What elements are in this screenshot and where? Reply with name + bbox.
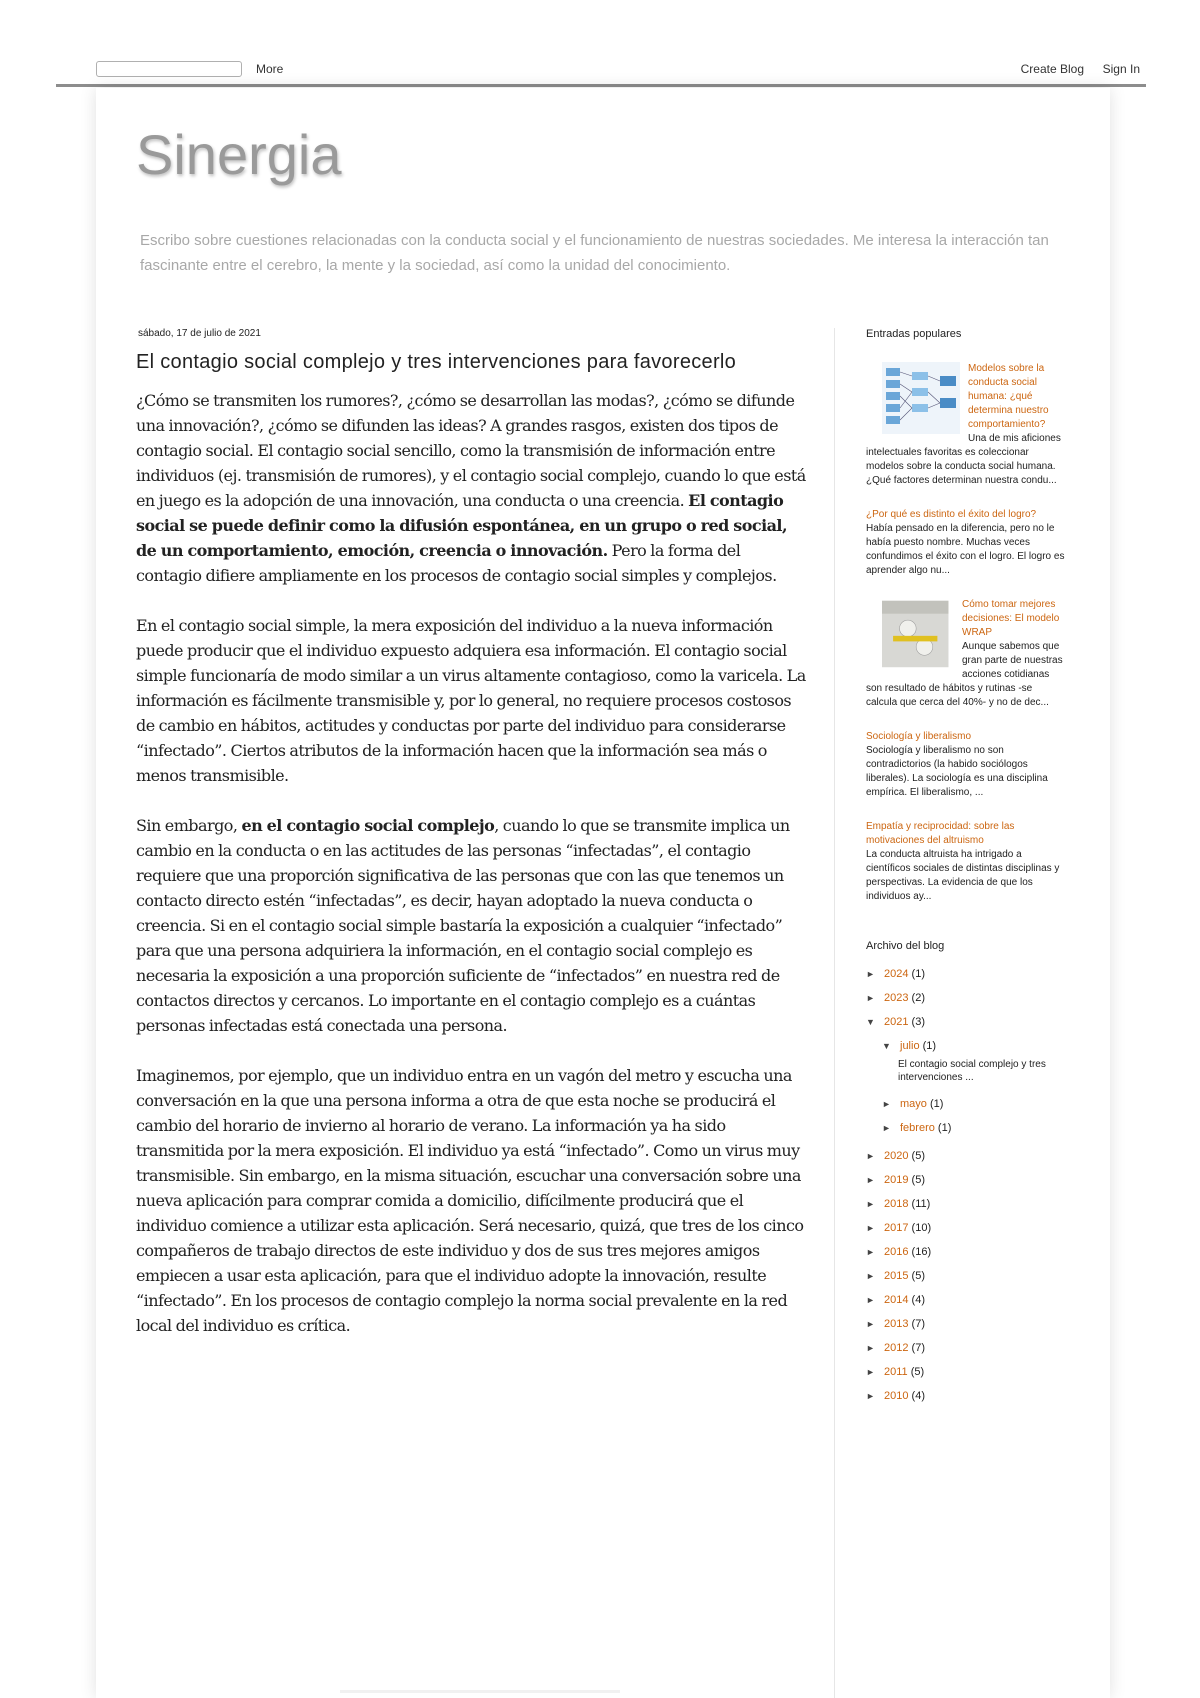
sidebar — [866, 328, 1066, 1408]
paragraph-3: Sin embargo, en el contagio social complejo, cuando lo que se transmite implica un cambio en la conducta o en las actitudes de las personas “infectadas”, el contagio requiere que una proporción significativa de las personas que con las que tenemos un contacto directo estén “infectadas”, es decir, hayan adoptado la nueva conducta o creencia. Si en el contagio social simple bastaría la exposición a cualquier “infectado” para que una persona adquiriera la información, en el contagio social complejo es necesaria la exposición a una proporción suficiente de “infectados” en nuestra red de contactos directos y cercanos. Lo importante en el contagio complejo es a cuántas personas infectadas está conectada una persona. — [136, 816, 790, 1035]
archive-year-link[interactable]: 2013 — [884, 1318, 909, 1330]
archive-year: ► 2012 (7) — [866, 1336, 1066, 1360]
popular-post — [866, 362, 1066, 488]
collapse-toggle-icon[interactable]: ▼ — [882, 1041, 891, 1051]
archive-year-link[interactable]: 2020 — [884, 1150, 909, 1162]
column-divider — [834, 328, 835, 1698]
archive-year-link[interactable]: 2018 — [884, 1198, 909, 1210]
popular-post — [866, 820, 1066, 904]
expand-toggle-icon[interactable]: ► — [866, 1223, 875, 1233]
sign-in-link[interactable]: Sign In — [1102, 62, 1140, 76]
archive-title: Archivo del blog — [866, 940, 945, 952]
paragraph-2: En el contagio social simple, la mera exposición del individuo a la nueva información puede producir que el individuo expuesto adquiera esa información. El contagio social simple funcionaría de modo similar a un virus altamente contagioso, como la varicela. La información es fácilmente transmisible y, por lo general, no requiere procesos costosos de cambio en hábitos, actitudes y conductas por parte del individuo para considerarse “infectado”. Ciertos atributos de la información hacen que la información sea más o menos transmisible. — [136, 616, 806, 785]
popular-post — [866, 730, 1066, 800]
archive-year: ► 2023 (2) — [866, 986, 1066, 1010]
archive-year-link[interactable]: 2014 — [884, 1294, 909, 1306]
archive-year: ► 2018 (11) — [866, 1192, 1066, 1216]
archive-year-link[interactable]: 2016 — [884, 1246, 909, 1258]
create-blog-link[interactable]: Create Blog — [1020, 62, 1084, 76]
search-input[interactable] — [96, 61, 242, 77]
archive-year-link[interactable]: 2015 — [884, 1270, 909, 1282]
archive-year: ► 2011 (5) — [866, 1360, 1066, 1384]
archive-year-link[interactable]: 2023 — [884, 992, 909, 1004]
expand-toggle-icon[interactable]: ► — [866, 1295, 875, 1305]
bold-complex: en el contagio social complejo — [241, 816, 495, 835]
archive-year-link[interactable]: 2012 — [884, 1342, 909, 1354]
archive-year: ► 2010 (4) — [866, 1384, 1066, 1408]
post-title[interactable]: El contagio social complejo y tres intervenciones para favorecerlo — [136, 351, 737, 373]
post-date: sábado, 17 de julio de 2021 — [138, 328, 261, 339]
archive-month-link[interactable]: mayo — [900, 1098, 927, 1110]
expand-toggle-icon[interactable]: ► — [882, 1099, 891, 1109]
expand-toggle-icon[interactable]: ► — [866, 1391, 875, 1401]
blog-title[interactable]: Sinergia — [136, 123, 342, 186]
book-cover-thumbnail[interactable] — [882, 598, 954, 670]
expand-toggle-icon[interactable]: ► — [866, 1343, 875, 1353]
archive-month-link[interactable]: febrero — [900, 1122, 935, 1134]
paragraph-1: ¿Cómo se transmiten los rumores?, ¿cómo se desarrollan las modas?, ¿cómo se difunde una innovación?, ¿cómo se difunden las ideas? A grandes rasgos, existen dos tipos de contagio social. El contagio social sencillo, como la transmisión de información entre individuos (ej. transmisión de rumores), y el contagio social complejo, cuando lo que está en juego es la adopción de una innovación, una conducta o una creencia. El contagio social se puede definir como la difusión espontánea, en un grupo o red social, de un comportamiento, emoción, creencia o innovación. Pero la forma del contagio difiere ampliamente en los procesos de contagio social simples y complejos. — [136, 391, 806, 585]
archive-year-link[interactable]: 2017 — [884, 1222, 909, 1234]
archive-month: ▼ julio (1) — [866, 1034, 1066, 1058]
archive-year: ► 2015 (5) — [866, 1264, 1066, 1288]
main-column — [136, 328, 808, 1363]
archive-month: ► mayo (1) — [866, 1092, 1066, 1116]
popular-post-snippet: Aunque sabemos que gran parte de nuestras acciones cotidianas son resultado de hábitos y rutinas -se calcula que cerca del 40%- y no de dec... — [866, 641, 1063, 708]
blog-archive — [866, 962, 1066, 1408]
expand-toggle-icon[interactable]: ► — [882, 1123, 891, 1133]
expand-toggle-icon[interactable]: ► — [866, 1175, 875, 1185]
popular-post-snippet: Había pensado en la diferencia, pero no le había puesto nombre. Muchas veces confundimos el éxito con el logro. El logro es aprender algo nu... — [866, 523, 1065, 576]
archive-post-link[interactable]: El contagio social complejo y tres intervenciones ... — [898, 1059, 1046, 1083]
archive-year: ► 2019 (5) — [866, 1168, 1066, 1192]
archive-year-link[interactable]: 2021 — [884, 1016, 909, 1028]
expand-toggle-icon[interactable]: ► — [866, 1319, 875, 1329]
archive-year: ► 2014 (4) — [866, 1288, 1066, 1312]
popular-post-link[interactable]: Modelos sobre la conducta social humana: ¿qué determina nuestro comportamiento? — [968, 363, 1049, 430]
popular-post-link[interactable]: Empatía y reciprocidad: sobre las motivaciones del altruismo — [866, 821, 1015, 846]
expand-toggle-icon[interactable]: ► — [866, 1199, 875, 1209]
archive-year: ► 2020 (5) — [866, 1144, 1066, 1168]
scroll-indicator — [340, 1690, 620, 1693]
navbar — [56, 56, 1146, 87]
popular-post-link[interactable]: ¿Por qué es distinto el éxito del logro? — [866, 509, 1037, 520]
expand-toggle-icon[interactable]: ► — [866, 1247, 875, 1257]
blog-description: Escribo sobre cuestiones relacionadas con la conducta social y el funcionamiento de nuestras sociedades. Me interesa la interacción tan fascinante entre el cerebro, la mente y la sociedad, así como la unidad del conocimiento. — [140, 232, 1049, 274]
bold-definition: El contagio social se puede definir como la difusión espontánea, en un grupo o red social, de un comportamiento, emoción, creencia o innovación. — [136, 491, 787, 560]
popular-posts-title: Entradas populares — [866, 328, 962, 340]
post-body — [136, 388, 808, 1338]
archive-year: ► 2013 (7) — [866, 1312, 1066, 1336]
paragraph-4: Imaginemos, por ejemplo, que un individuo entra en un vagón del metro y escucha una conversación en la que una persona informa a otra de que esta noche se producirá el cambio del horario de invierno al horario de verano. La información ya ha sido transmitida por la mera exposición. El individuo ya está “infectado”. Como un virus muy transmisible. Sin embargo, en la misma situación, escuchar una conversación sobre una nueva aplicación para comprar comida a domicilio, difícilmente producirá que el individuo comience a utilizar esta aplicación. Será necesario, quizá, que tres de los cinco compañeros de trabajo directos de este individuo y dos de sus tres mejores amigos empiecen a usar esta aplicación, para que el individuo adopte la innovación, resulte “infectado”. En los procesos de contagio complejo la norma social prevalente en la red local del individuo es crítica. — [136, 1066, 804, 1335]
archive-month-link[interactable]: julio — [900, 1040, 920, 1052]
archive-year-link[interactable]: 2010 — [884, 1390, 909, 1402]
popular-post — [866, 598, 1066, 710]
archive-year: ► 2017 (10) — [866, 1216, 1066, 1240]
collapse-toggle-icon[interactable]: ▼ — [866, 1017, 875, 1027]
expand-toggle-icon[interactable]: ► — [866, 993, 875, 1003]
expand-toggle-icon[interactable]: ► — [866, 1151, 875, 1161]
archive-year-link[interactable]: 2019 — [884, 1174, 909, 1186]
archive-year-link[interactable]: 2024 — [884, 968, 909, 980]
archive-year: ▼ 2021 (3) — [866, 1010, 1066, 1034]
popular-post-snippet: La conducta altruista ha intrigado a científicos sociales de distintas disciplinas y perspectivas. La evidencia de que los individuos ay... — [866, 849, 1060, 902]
popular-post-link[interactable]: Sociología y liberalismo — [866, 731, 972, 742]
archive-month: ► febrero (1) — [866, 1116, 1066, 1140]
popular-post-snippet: Sociología y liberalismo no son contradictorios (la habido sociólogos liberales). La sociología es una disciplina empírica. El liberalismo, ... — [866, 745, 1048, 798]
diagram-thumbnail[interactable] — [882, 362, 960, 434]
popular-post — [866, 508, 1066, 578]
expand-toggle-icon[interactable]: ► — [866, 1271, 875, 1281]
archive-year-link[interactable]: 2011 — [884, 1366, 908, 1378]
popular-post-snippet: Una de mis aficiones intelectuales favoritas es coleccionar modelos sobre la conducta social humana. ¿Qué factores determinan nuestra condu... — [866, 433, 1061, 486]
expand-toggle-icon[interactable]: ► — [866, 1367, 875, 1377]
popular-post-link[interactable]: Cómo tomar mejores decisiones: El modelo WRAP — [962, 599, 1060, 638]
archive-year: ► 2024 (1) — [866, 962, 1066, 986]
expand-toggle-icon[interactable]: ► — [866, 969, 875, 979]
archive-year: ► 2016 (16) — [866, 1240, 1066, 1264]
more-button[interactable]: More — [256, 62, 284, 76]
